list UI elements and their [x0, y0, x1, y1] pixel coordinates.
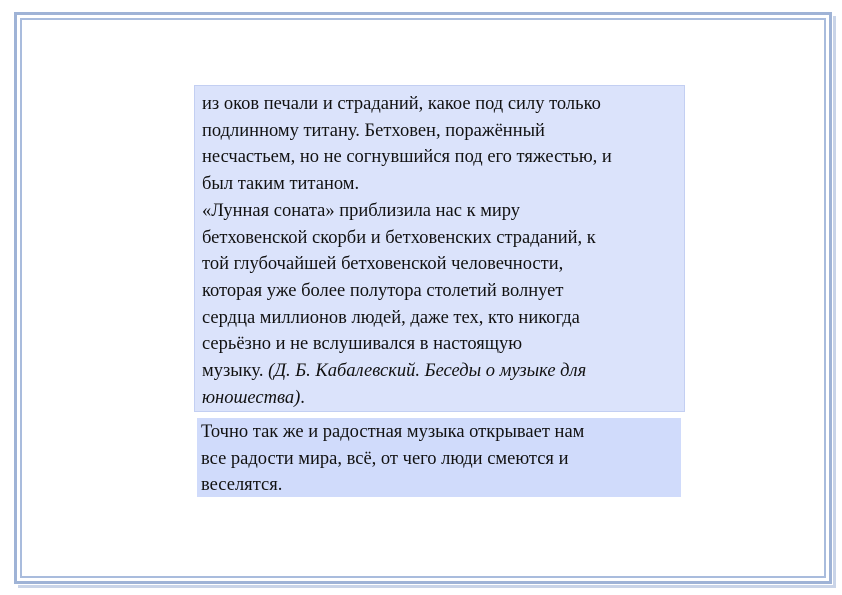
quote-line: подлинному титану. Бетховен, поражённый — [202, 120, 545, 141]
quote-line: несчастьем, но не согнувшийся под его тяжестью, и — [202, 147, 612, 168]
quote-line: той глубочайшей бетховенской человечности, — [202, 254, 564, 275]
quote-last-line — [202, 358, 678, 385]
quote-line: был таким титаном. — [202, 174, 360, 195]
joy-line: веселятся. — [201, 475, 283, 496]
quote-line: которая уже более полутора столетий волнует — [202, 280, 564, 301]
quote-line: «Лунная соната» приблизила нас к миру — [202, 200, 521, 221]
quote-line: сердца миллионов людей, даже тех, кто никогда — [202, 307, 580, 328]
quote-line-start: музыку. — [202, 361, 269, 382]
citation-end-line — [202, 385, 678, 412]
citation-period: . — [300, 387, 305, 408]
joy-line: Точно так же и радостная музыка открывает нам — [201, 422, 585, 442]
quote-line: из оков печали и страданий, какое под силу только — [202, 94, 601, 114]
quote-text-box — [194, 85, 685, 412]
citation: (Д. Б. Кабалевский. Беседы о музыке для — [268, 361, 587, 382]
citation-end: юношества) — [202, 387, 301, 408]
joy-text-box — [197, 418, 681, 497]
quote-line: бетховенской скорби и бетховенских страданий, к — [202, 227, 596, 248]
quote-line: серьёзно и не вслушивался в настоящую — [202, 334, 523, 355]
joy-line: все радости мира, всё, от чего люди смеются и — [201, 448, 569, 469]
